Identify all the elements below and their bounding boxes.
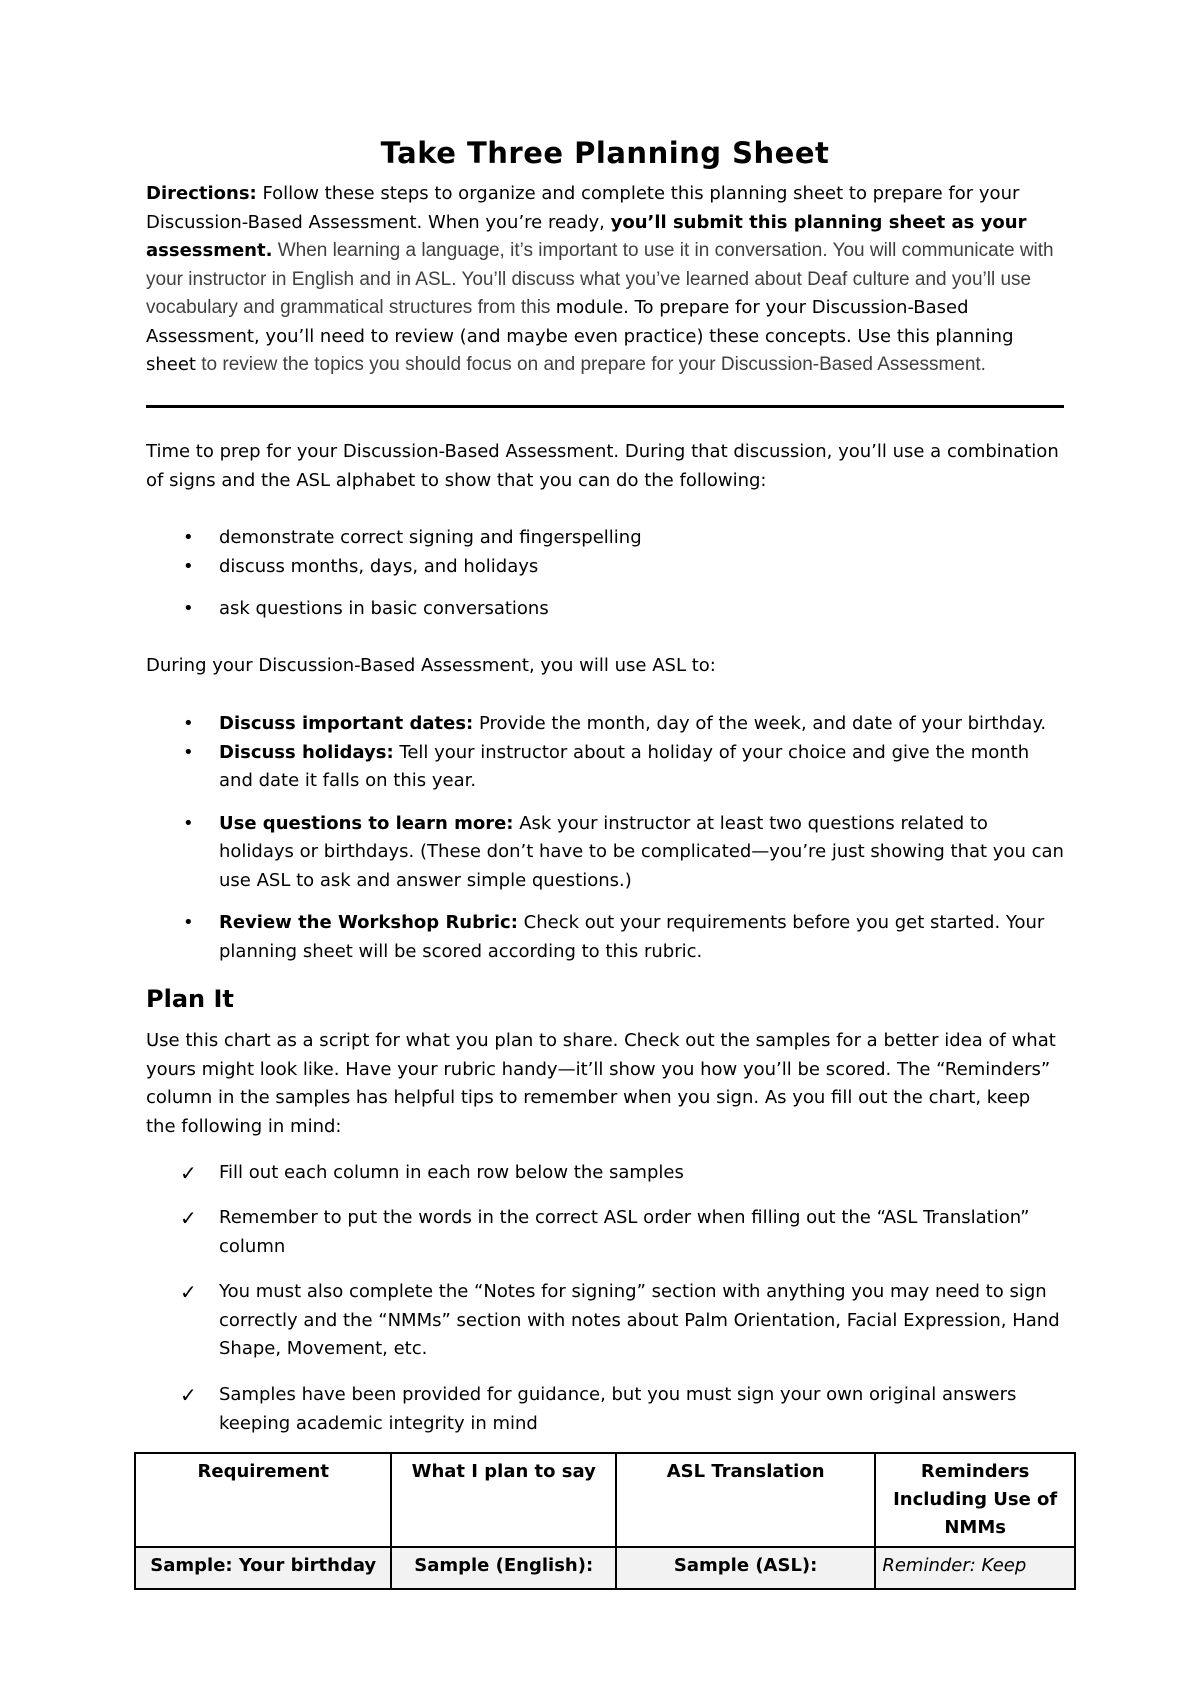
bullet-icon: • <box>183 527 194 548</box>
during-paragraph: During your Discussion-Based Assessment, you will use ASL to: <box>146 655 716 676</box>
bullet-icon: • <box>183 555 194 577</box>
checkmark-icon: ✓ <box>180 1280 197 1304</box>
checkmark-icon: ✓ <box>180 1161 197 1185</box>
sample-reminder-cell: Reminder: Keep <box>875 1547 1075 1589</box>
list-item: • Review the Workshop Rubric: Check out your requirements before you get started. Your planning sheet will be scored according to this rubric. <box>146 909 1064 966</box>
directions-label: Directions: <box>146 183 257 204</box>
table-row <box>135 1547 1075 1589</box>
plan-heading: Plan It <box>146 985 234 1013</box>
header-asl-translation: ASL Translation <box>616 1453 875 1547</box>
plan-table <box>134 1452 1076 1590</box>
sample-asl-cell: Sample (ASL): <box>616 1547 875 1589</box>
bullet-icon: • <box>183 912 194 933</box>
page-title: Take Three Planning Sheet <box>380 136 830 170</box>
plan-intro-paragraph: Use this chart as a script for what you plan to share. Check out the samples for a better idea of what yours might look like. Have your rubric handy—it’ll show you how you’ll be scored. The “Reminders” column in the samples has helpful tips to remember when you sign. As you fill out the chart, keep the following in mind: <box>146 1030 1056 1137</box>
bullet-icon: • <box>183 713 194 734</box>
directions-divider <box>146 405 1064 408</box>
table-header-row <box>135 1453 1075 1547</box>
bullet-icon: • <box>183 741 194 763</box>
directions-bold-1: you’ll submit this planning sheet as your assessment. <box>146 211 1027 261</box>
directions-arial-2: to review the topics you should focus on and prepare for your Discussion-Based Assessment. <box>196 354 986 375</box>
list-item: • demonstrate correct signing and fingerspelling <box>146 524 1064 553</box>
directions-text-2: module. To prepare for your Discussion-Based Assessment, you’ll need to review (and maybe even practice) these concepts. Use this planning sheet <box>146 297 1014 375</box>
checklist-item: ✓ Remember to put the words in the correct ASL order when filling out the “ASL Translation” column <box>180 1206 1030 1257</box>
bullet-icon: • <box>183 812 194 834</box>
list-item: • discuss months, days, and holidays <box>146 553 1064 582</box>
tasks-list <box>146 710 1064 966</box>
header-reminders: Reminders Including Use of NMMs <box>875 1453 1075 1547</box>
checklist-item: ✓ Fill out each column in each row below the samples <box>146 1159 1064 1188</box>
directions-paragraph <box>146 180 1064 380</box>
list-item: • Discuss holidays: Tell your instructor about a holiday of your choice and give the month and date it falls on this year. <box>146 739 1064 796</box>
header-requirement: Requirement <box>135 1453 391 1547</box>
checklist-item: ✓ You must also complete the “Notes for signing” section with anything you may need to sign correctly and the “NMMs” section with notes about Palm Orientation, Facial Expression, Hand Shape, Movement, etc. <box>180 1280 1060 1359</box>
sample-english-cell: Sample (English): <box>391 1547 615 1589</box>
sample-requirement-cell: Sample: Your birthday <box>135 1547 391 1589</box>
list-item: • Discuss important dates: Provide the month, day of the week, and date of your birthday. <box>146 710 1064 739</box>
checkmark-icon: ✓ <box>180 1206 197 1230</box>
intro-paragraph: Time to prep for your Discussion-Based Assessment. During that discussion, you’ll use a combination of signs and the ASL alphabet to show that you can do the following: <box>146 441 1059 491</box>
bullet-icon: • <box>183 598 194 619</box>
skills-list <box>146 524 1064 624</box>
directions-text-1: Follow these steps to organize and complete this planning sheet to prepare for your Discussion-Based Assessment. When you’re ready, <box>146 183 1020 233</box>
checklist-item: ✓ Samples have been provided for guidance, but you must sign your own original answers keeping academic integrity in mind <box>180 1383 1017 1434</box>
header-what-i-plan-to-say: What I plan to say <box>391 1453 615 1547</box>
directions-arial-1: When learning a language, it’s important to use it in conversation. You will communicate with your instructor in English and in ASL. You’ll discuss what you’ve learned about Deaf culture and you’ll use vocabulary and grammatical structures from this <box>146 240 1054 318</box>
checkmark-icon: ✓ <box>180 1383 197 1407</box>
list-item: • ask questions in basic conversations <box>146 595 1064 624</box>
list-item: • Use questions to learn more: Ask your instructor at least two questions related to holidays or birthdays. (These don’t have to be complicated—you’re just showing that you can use ASL to ask and answer simple questions.) <box>146 810 1064 896</box>
